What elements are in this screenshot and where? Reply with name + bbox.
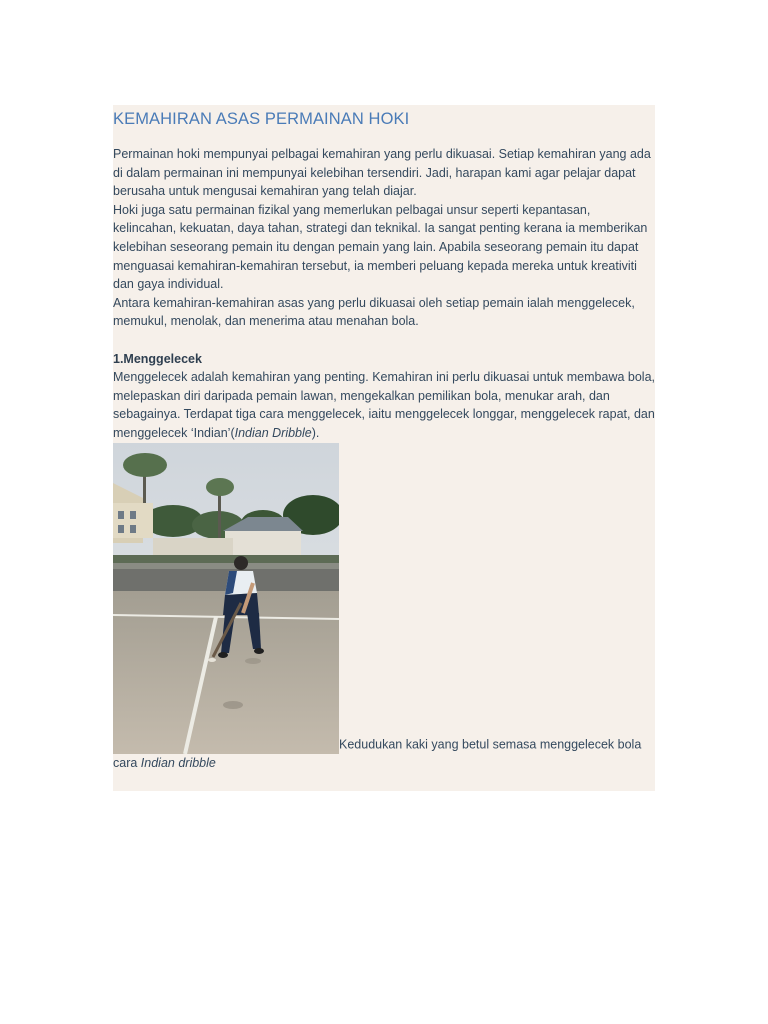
section-text-main: Menggelecek adalah kemahiran yang penting. Kemahiran ini perlu dikuasai untuk membawa bola, melepaskan diri daripada pemain lawan, mengekalkan pemilikan bola, menukar arah, dan sebagainya. Terdapat tiga cara menggelecek, iaitu menggelecek longgar, menggelecek rapat, dan menggelecek ‘Indian’( <box>113 370 655 440</box>
figure-caption-italic: Indian dribble <box>140 755 216 770</box>
article-body <box>113 145 655 772</box>
article-title: KEMAHIRAN ASAS PERMAINAN HOKI <box>113 110 410 128</box>
paragraph-physical: Hoki juga satu permainan fizikal yang memerlukan pelbagai unsur seperti kepantasan, kelincahan, kekuatan, daya tahan, strategi dan teknikal. Ia sangat penting kerana ia memberikan kelebihan seseorang pemain itu dengan pemain yang lain. Apabila seseorang pemain itu dapat menguasai kemahiran-kemahiran tersebut, ia memberi peluang kepada mereka untuk kreativiti dan gaya individual. <box>113 202 648 292</box>
section-text-italic: Indian Dribble <box>234 425 312 440</box>
paragraph-skills: Antara kemahiran-kemahiran asas yang perlu dikuasai oleh setiap pemain ialah menggelecek, memukul, menolak, dan menerima atau menahan bola. <box>113 295 635 329</box>
section-heading: 1.Menggelecek <box>113 351 202 366</box>
section-text-end: ). <box>311 425 320 440</box>
spacer <box>113 331 655 350</box>
article-card <box>113 105 655 791</box>
dribble-photo <box>113 443 339 754</box>
figure-caption: Kedudukan kaki yang betul semasa menggelecek bola cara <box>113 736 642 770</box>
figure <box>113 443 655 773</box>
paragraph-intro: Permainan hoki mempunyai pelbagai kemahiran yang perlu dikuasai. Setiap kemahiran yang ada di dalam permainan ini mempunyai kelebihan tersendiri. Jadi, harapan kami agar pelajar dapat berusaha untuk mengusai kemahiran yang telah diajar. <box>113 147 651 199</box>
section-text <box>113 368 655 442</box>
